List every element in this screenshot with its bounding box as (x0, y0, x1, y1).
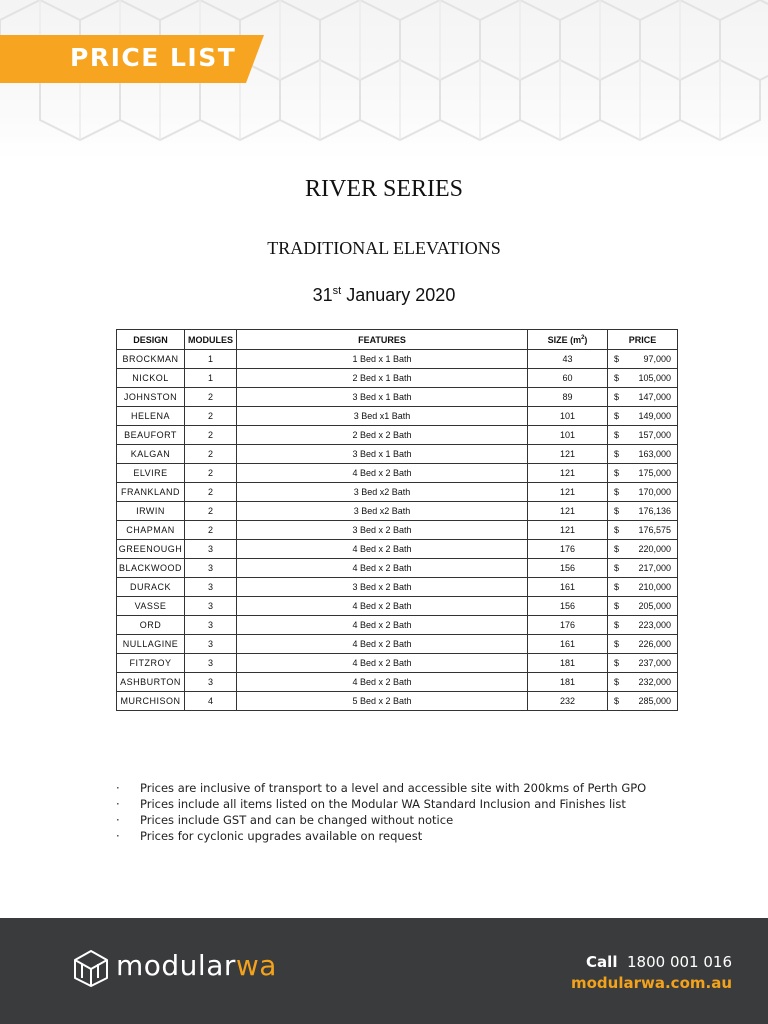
design-cell: GREENOUGH (117, 540, 185, 559)
table-row (117, 388, 678, 407)
size-cell: 176 (528, 540, 608, 559)
price-cell (608, 407, 678, 426)
modules-cell: 3 (185, 616, 237, 635)
modules-cell: 2 (185, 388, 237, 407)
features-cell: 3 Bed x2 Bath (237, 502, 528, 521)
bullet-glyph: · (116, 813, 120, 827)
price-cell (608, 559, 678, 578)
price-cell (608, 597, 678, 616)
design-cell: BLACKWOOD (117, 559, 185, 578)
modules-cell: 2 (185, 483, 237, 502)
features-cell: 4 Bed x 2 Bath (237, 616, 528, 635)
price-value: 217,000 (638, 563, 671, 573)
features-cell: 4 Bed x 2 Bath (237, 559, 528, 578)
features-cell: 4 Bed x 2 Bath (237, 635, 528, 654)
header-price: PRICE (608, 330, 678, 350)
design-cell: NICKOL (117, 369, 185, 388)
size-cell: 121 (528, 483, 608, 502)
table-row (117, 445, 678, 464)
design-cell: ELVIRE (117, 464, 185, 483)
size-cell: 181 (528, 654, 608, 673)
table-row (117, 654, 678, 673)
price-cell (608, 673, 678, 692)
size-cell: 121 (528, 502, 608, 521)
modules-cell: 3 (185, 559, 237, 578)
currency-symbol: $ (614, 563, 620, 573)
price-value: 205,000 (638, 601, 671, 611)
currency-symbol: $ (614, 582, 620, 592)
bullet-glyph: · (116, 797, 120, 811)
price-value: 149,000 (638, 411, 671, 421)
price-value: 237,000 (638, 658, 671, 668)
note-text: Prices are inclusive of transport to a level and accessible site with 200kms of Perth GPO (140, 781, 647, 795)
modules-cell: 4 (185, 692, 237, 711)
price-list-label: PRICE LIST (70, 43, 237, 72)
price-value: 147,000 (638, 392, 671, 402)
note-item (116, 796, 646, 812)
table-row (117, 521, 678, 540)
currency-symbol: $ (614, 430, 620, 440)
design-cell: ASHBURTON (117, 673, 185, 692)
phone-number[interactable]: 1800 001 016 (627, 953, 732, 971)
features-cell: 4 Bed x 2 Bath (237, 597, 528, 616)
modules-cell: 2 (185, 426, 237, 445)
design-cell: IRWIN (117, 502, 185, 521)
price-cell (608, 388, 678, 407)
brand-name-part1: modular (116, 949, 236, 982)
currency-symbol: $ (614, 506, 620, 516)
currency-symbol: $ (614, 411, 620, 421)
modules-cell: 2 (185, 445, 237, 464)
currency-symbol: $ (614, 601, 620, 611)
design-cell: FRANKLAND (117, 483, 185, 502)
price-value: 170,000 (638, 487, 671, 497)
price-cell (608, 502, 678, 521)
website-link[interactable]: modularwa.com.au (570, 974, 732, 992)
price-cell (608, 483, 678, 502)
price-cell (608, 654, 678, 673)
features-cell: 3 Bed x1 Bath (237, 407, 528, 426)
price-value: 175,000 (638, 468, 671, 478)
size-cell: 161 (528, 635, 608, 654)
call-line (586, 953, 732, 971)
modular-cube-logo-icon (72, 948, 110, 988)
features-cell: 4 Bed x 2 Bath (237, 540, 528, 559)
price-cell (608, 426, 678, 445)
features-cell: 3 Bed x2 Bath (237, 483, 528, 502)
header-modules: MODULES (185, 330, 237, 350)
modules-cell: 3 (185, 597, 237, 616)
price-value: 226,000 (638, 639, 671, 649)
price-cell (608, 635, 678, 654)
price-value: 105,000 (638, 373, 671, 383)
price-cell (608, 445, 678, 464)
currency-symbol: $ (614, 468, 620, 478)
size-cell: 89 (528, 388, 608, 407)
table-row (117, 502, 678, 521)
brand-name-part2: wa (235, 949, 277, 982)
features-cell: 5 Bed x 2 Bath (237, 692, 528, 711)
bullet-glyph: · (116, 781, 120, 795)
currency-symbol: $ (614, 658, 620, 668)
design-cell: DURACK (117, 578, 185, 597)
price-cell (608, 616, 678, 635)
price-cell (608, 521, 678, 540)
date-rest: January 2020 (346, 285, 456, 305)
table-row (117, 616, 678, 635)
features-cell: 3 Bed x 1 Bath (237, 445, 528, 464)
size-cell: 232 (528, 692, 608, 711)
currency-symbol: $ (614, 620, 620, 630)
price-value: 285,000 (638, 696, 671, 706)
notes-list (116, 780, 646, 844)
currency-symbol: $ (614, 639, 620, 649)
modules-cell: 3 (185, 654, 237, 673)
note-item (116, 828, 646, 844)
modules-cell: 2 (185, 407, 237, 426)
design-cell: MURCHISON (117, 692, 185, 711)
size-cell: 181 (528, 673, 608, 692)
header-size-close: ) (584, 334, 588, 345)
modules-cell: 1 (185, 350, 237, 369)
features-cell: 3 Bed x 1 Bath (237, 388, 528, 407)
size-cell: 60 (528, 369, 608, 388)
header-size-sup: 2 (581, 334, 585, 341)
header-features: FEATURES (237, 330, 528, 350)
price-value: 157,000 (638, 430, 671, 440)
currency-symbol: $ (614, 544, 620, 554)
series-title: RIVER SERIES (304, 176, 463, 202)
price-date (0, 285, 768, 306)
date-suffix: st (332, 285, 342, 297)
note-item (116, 780, 646, 796)
size-cell: 121 (528, 445, 608, 464)
features-cell: 2 Bed x 2 Bath (237, 426, 528, 445)
price-value: 210,000 (638, 582, 671, 592)
design-cell: VASSE (117, 597, 185, 616)
table-row (117, 578, 678, 597)
features-cell: 3 Bed x 2 Bath (237, 578, 528, 597)
size-cell: 101 (528, 407, 608, 426)
price-cell (608, 540, 678, 559)
footer-bar (0, 918, 768, 1024)
modules-cell: 3 (185, 673, 237, 692)
price-cell (608, 369, 678, 388)
currency-symbol: $ (614, 449, 620, 459)
currency-symbol: $ (614, 487, 620, 497)
design-cell: KALGAN (117, 445, 185, 464)
modules-cell: 2 (185, 521, 237, 540)
currency-symbol: $ (614, 354, 620, 364)
size-cell: 121 (528, 521, 608, 540)
design-cell: BROCKMAN (117, 350, 185, 369)
table-header-row (117, 330, 678, 350)
table-row (117, 559, 678, 578)
features-cell: 4 Bed x 2 Bath (237, 673, 528, 692)
size-cell: 156 (528, 597, 608, 616)
brand-wordmark (116, 949, 277, 982)
modules-cell: 2 (185, 464, 237, 483)
bullet-glyph: · (116, 829, 120, 843)
header-size-text: SIZE (m (547, 334, 582, 345)
currency-symbol: $ (614, 392, 620, 402)
table-row (117, 407, 678, 426)
size-cell: 161 (528, 578, 608, 597)
price-cell (608, 464, 678, 483)
table-row (117, 464, 678, 483)
table-row (117, 483, 678, 502)
price-value: 97,000 (643, 354, 671, 364)
design-cell: NULLAGINE (117, 635, 185, 654)
price-value: 232,000 (638, 677, 671, 687)
modules-cell: 1 (185, 369, 237, 388)
currency-symbol: $ (614, 696, 620, 706)
price-cell (608, 350, 678, 369)
price-table (116, 329, 678, 711)
size-cell: 156 (528, 559, 608, 578)
modules-cell: 3 (185, 578, 237, 597)
currency-symbol: $ (614, 525, 620, 535)
price-value: 223,000 (638, 620, 671, 630)
features-cell: 4 Bed x 2 Bath (237, 654, 528, 673)
features-cell: 3 Bed x 2 Bath (237, 521, 528, 540)
currency-symbol: $ (614, 677, 620, 687)
table-body (117, 350, 678, 711)
modules-cell: 2 (185, 502, 237, 521)
table-row (117, 540, 678, 559)
design-cell: CHAPMAN (117, 521, 185, 540)
series-subtitle: TRADITIONAL ELEVATIONS (267, 238, 501, 258)
table-row (117, 673, 678, 692)
price-list-banner (0, 35, 264, 83)
size-cell: 121 (528, 464, 608, 483)
table-row (117, 350, 678, 369)
features-cell: 2 Bed x 1 Bath (237, 369, 528, 388)
note-text: Prices include all items listed on the Modular WA Standard Inclusion and Finishes list (140, 797, 626, 811)
price-value: 220,000 (638, 544, 671, 554)
price-cell (608, 578, 678, 597)
call-label: Call (586, 953, 618, 971)
size-cell: 101 (528, 426, 608, 445)
size-cell: 176 (528, 616, 608, 635)
features-cell: 1 Bed x 1 Bath (237, 350, 528, 369)
note-text: Prices include GST and can be changed without notice (140, 813, 454, 827)
price-cell (608, 692, 678, 711)
size-cell: 43 (528, 350, 608, 369)
date-day: 31 (312, 285, 333, 305)
design-cell: FITZROY (117, 654, 185, 673)
modules-cell: 3 (185, 635, 237, 654)
design-cell: JOHNSTON (117, 388, 185, 407)
price-value: 163,000 (638, 449, 671, 459)
table-row (117, 369, 678, 388)
design-cell: ORD (117, 616, 185, 635)
table-row (117, 597, 678, 616)
note-text: Prices for cyclonic upgrades available on request (140, 829, 423, 843)
features-cell: 4 Bed x 2 Bath (237, 464, 528, 483)
price-value: 176,136 (638, 506, 671, 516)
note-item (116, 812, 646, 828)
price-value: 176,575 (638, 525, 671, 535)
table-row (117, 426, 678, 445)
modules-cell: 3 (185, 540, 237, 559)
table-row (117, 635, 678, 654)
design-cell: HELENA (117, 407, 185, 426)
header-design: DESIGN (117, 330, 185, 350)
currency-symbol: $ (614, 373, 620, 383)
header-size (528, 330, 608, 350)
table-row (117, 692, 678, 711)
design-cell: BEAUFORT (117, 426, 185, 445)
